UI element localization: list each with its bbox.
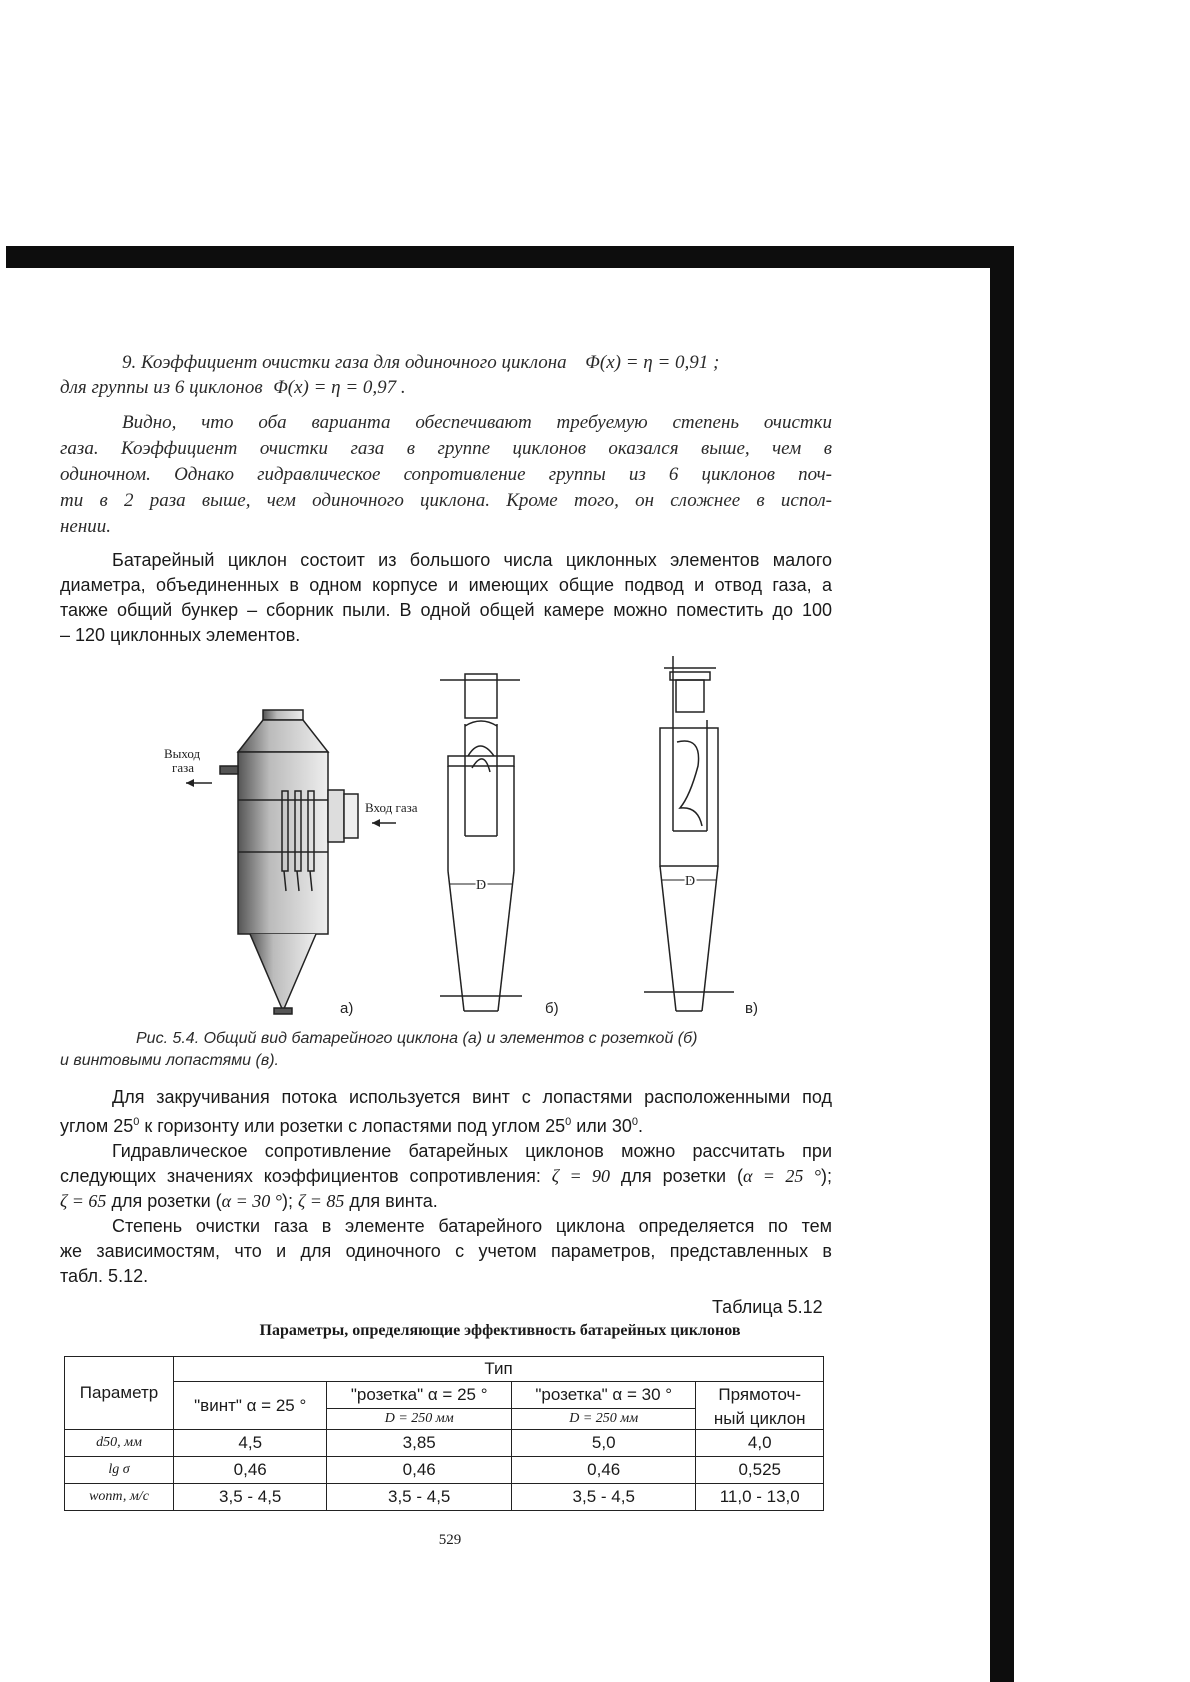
- table-row: [65, 1430, 824, 1457]
- cell: 3,5 - 4,5: [174, 1484, 327, 1511]
- cell: 3,5 - 4,5: [327, 1484, 512, 1511]
- outlet-gas-label-2: газа: [172, 760, 195, 775]
- col4-header-line2: ный циклон: [696, 1409, 824, 1430]
- formula: α = 30 °: [221, 1191, 282, 1211]
- col1-header: "винт" α = 25 °: [174, 1382, 327, 1430]
- scan-right-edge: [990, 246, 1014, 1682]
- dim-label-b: D: [476, 878, 487, 893]
- italic-para-line: газа. Коэффициент очистки газа в группе циклонов оказался выше, чем в: [60, 438, 832, 459]
- outlet-gas-label-1: Выход: [164, 746, 201, 761]
- col2-subheader: D = 250 мм: [327, 1409, 512, 1430]
- text-line-5: [60, 1189, 832, 1214]
- text: для группы из 6 циклонов: [60, 377, 263, 398]
- text: к горизонту или розетки с лопастями под углом 25: [139, 1116, 566, 1136]
- formula: ζ = 85: [297, 1191, 345, 1211]
- label-b: б): [545, 1000, 559, 1017]
- text-line-2: [60, 1110, 832, 1139]
- caption-line-2: и винтовыми лопастями (в).: [60, 1052, 279, 1069]
- table-subheader-row: [65, 1382, 824, 1409]
- para-line: – 120 циклонных элементов.: [60, 625, 301, 645]
- figure-caption-2: [60, 1050, 760, 1072]
- text: );: [281, 1191, 298, 1211]
- cell: 0,46: [174, 1457, 327, 1484]
- formula: Φ(x) = η = 0,97 .: [273, 377, 406, 398]
- text: );: [820, 1166, 832, 1186]
- degree: 0: [133, 1116, 140, 1128]
- label-a: а): [340, 1000, 354, 1017]
- battery-cyclone-drawing: [220, 710, 358, 1014]
- text: для розетки (: [610, 1166, 743, 1186]
- screw-element-drawing: [644, 656, 734, 1011]
- row-param: wопт, м/с: [65, 1484, 174, 1511]
- para-line: также общий бункер – сборник пыли. В одной общей камере можно поместить до 100: [60, 600, 832, 620]
- italic-para-line: одиночном. Однако гидравлическое сопротивление группы из 6 циклонов поч-: [60, 464, 832, 485]
- col3-subheader: D = 250 мм: [511, 1409, 696, 1430]
- para-line: Батарейный циклон состоит из большого числа циклонных элементов малого: [112, 550, 832, 570]
- dim-label-c: D: [685, 874, 696, 889]
- scan-top-edge: [6, 246, 1010, 268]
- after-figure-text: [60, 1085, 832, 1289]
- table-title: Параметры, определяющие эффективность батарейных циклонов: [259, 1322, 741, 1339]
- text: следующих значениях коэффициентов сопротивления:: [60, 1166, 541, 1186]
- inlet-gas-label: Вход газа: [365, 800, 418, 815]
- cell: 3,5 - 4,5: [511, 1484, 696, 1511]
- page-number: 529: [438, 1532, 462, 1548]
- cell: 0,46: [327, 1457, 512, 1484]
- label-c: в): [745, 1000, 758, 1017]
- text: 9. Коэффициент очистки газа для одиночного циклона: [122, 352, 567, 373]
- table-header-row: [65, 1357, 824, 1382]
- degree: 0: [631, 1116, 639, 1128]
- col3-header: "розетка" α = 30 °: [511, 1382, 696, 1409]
- text: для винта.: [344, 1191, 438, 1211]
- cyclone-figure: [150, 656, 770, 1026]
- italic-line-2: [60, 377, 406, 399]
- formula: ζ = 90: [551, 1166, 611, 1186]
- text: углом 25: [60, 1116, 134, 1136]
- row-param: lg σ: [65, 1457, 174, 1484]
- italic-para-line: нении.: [60, 516, 112, 537]
- cell: 0,46: [511, 1457, 696, 1484]
- cell: 11,0 - 13,0: [696, 1484, 824, 1511]
- text-line-6: Степень очистки газа в элементе батарейного циклона определяется по тем: [112, 1216, 832, 1236]
- cell: 3,85: [327, 1430, 512, 1457]
- battery-paragraph: [60, 548, 832, 648]
- cell: 4,0: [696, 1430, 824, 1457]
- text: для розетки (: [106, 1191, 222, 1211]
- cell: 5,0: [511, 1430, 696, 1457]
- row-param: d50, мм: [65, 1430, 174, 1457]
- text-line-3: Гидравлическое сопротивление батарейных циклонов можно рассчитать при: [112, 1141, 832, 1161]
- italic-paragraph: [60, 410, 832, 540]
- cell: 0,525: [696, 1457, 824, 1484]
- text-line-1: Для закручивания потока используется винт с лопастями расположенными под: [112, 1087, 832, 1107]
- italic-line-1: [122, 352, 719, 374]
- text: .: [638, 1116, 644, 1136]
- figure-caption: [136, 1028, 836, 1050]
- text-line-7: же зависимостям, что и для одиночного с учетом параметров, представленных в: [60, 1241, 832, 1261]
- italic-para-line: Видно, что оба варианта обеспечивают требуемую степень очистки: [122, 412, 832, 433]
- table-label: Таблица 5.12: [712, 1297, 823, 1317]
- rosette-element-drawing: [440, 674, 522, 1011]
- para-line: диаметра, объединенных в одном корпусе и имеющих общие подвод и отвод газа, а: [60, 575, 832, 595]
- italic-para-line: ти в 2 раза выше, чем одиночного циклона. Кроме того, он сложнее в испол-: [60, 490, 832, 511]
- parameters-table: [64, 1356, 824, 1511]
- caption-line-1: Рис. 5.4. Общий вид батарейного циклона (а) и элементов с розеткой (б): [136, 1030, 698, 1047]
- inlet-arrowhead: [372, 819, 380, 827]
- formula: Φ(x) = η = 0,91 ;: [585, 352, 720, 373]
- formula: α = 25 °: [742, 1166, 821, 1186]
- text-line-4: [60, 1164, 832, 1189]
- table-row: [65, 1457, 824, 1484]
- text: или 30: [571, 1116, 632, 1136]
- cell: 4,5: [174, 1430, 327, 1457]
- degree: 0: [565, 1116, 572, 1128]
- type-header: Тип: [174, 1357, 824, 1382]
- text-line-8: табл. 5.12.: [60, 1266, 149, 1286]
- param-header: Параметр: [65, 1357, 174, 1430]
- col4-header-line1: Прямоточ-: [696, 1382, 824, 1409]
- table-row: [65, 1484, 824, 1511]
- col2-header: "розетка" α = 25 °: [327, 1382, 512, 1409]
- outlet-arrowhead: [186, 779, 194, 787]
- formula: ζ = 65: [60, 1191, 107, 1211]
